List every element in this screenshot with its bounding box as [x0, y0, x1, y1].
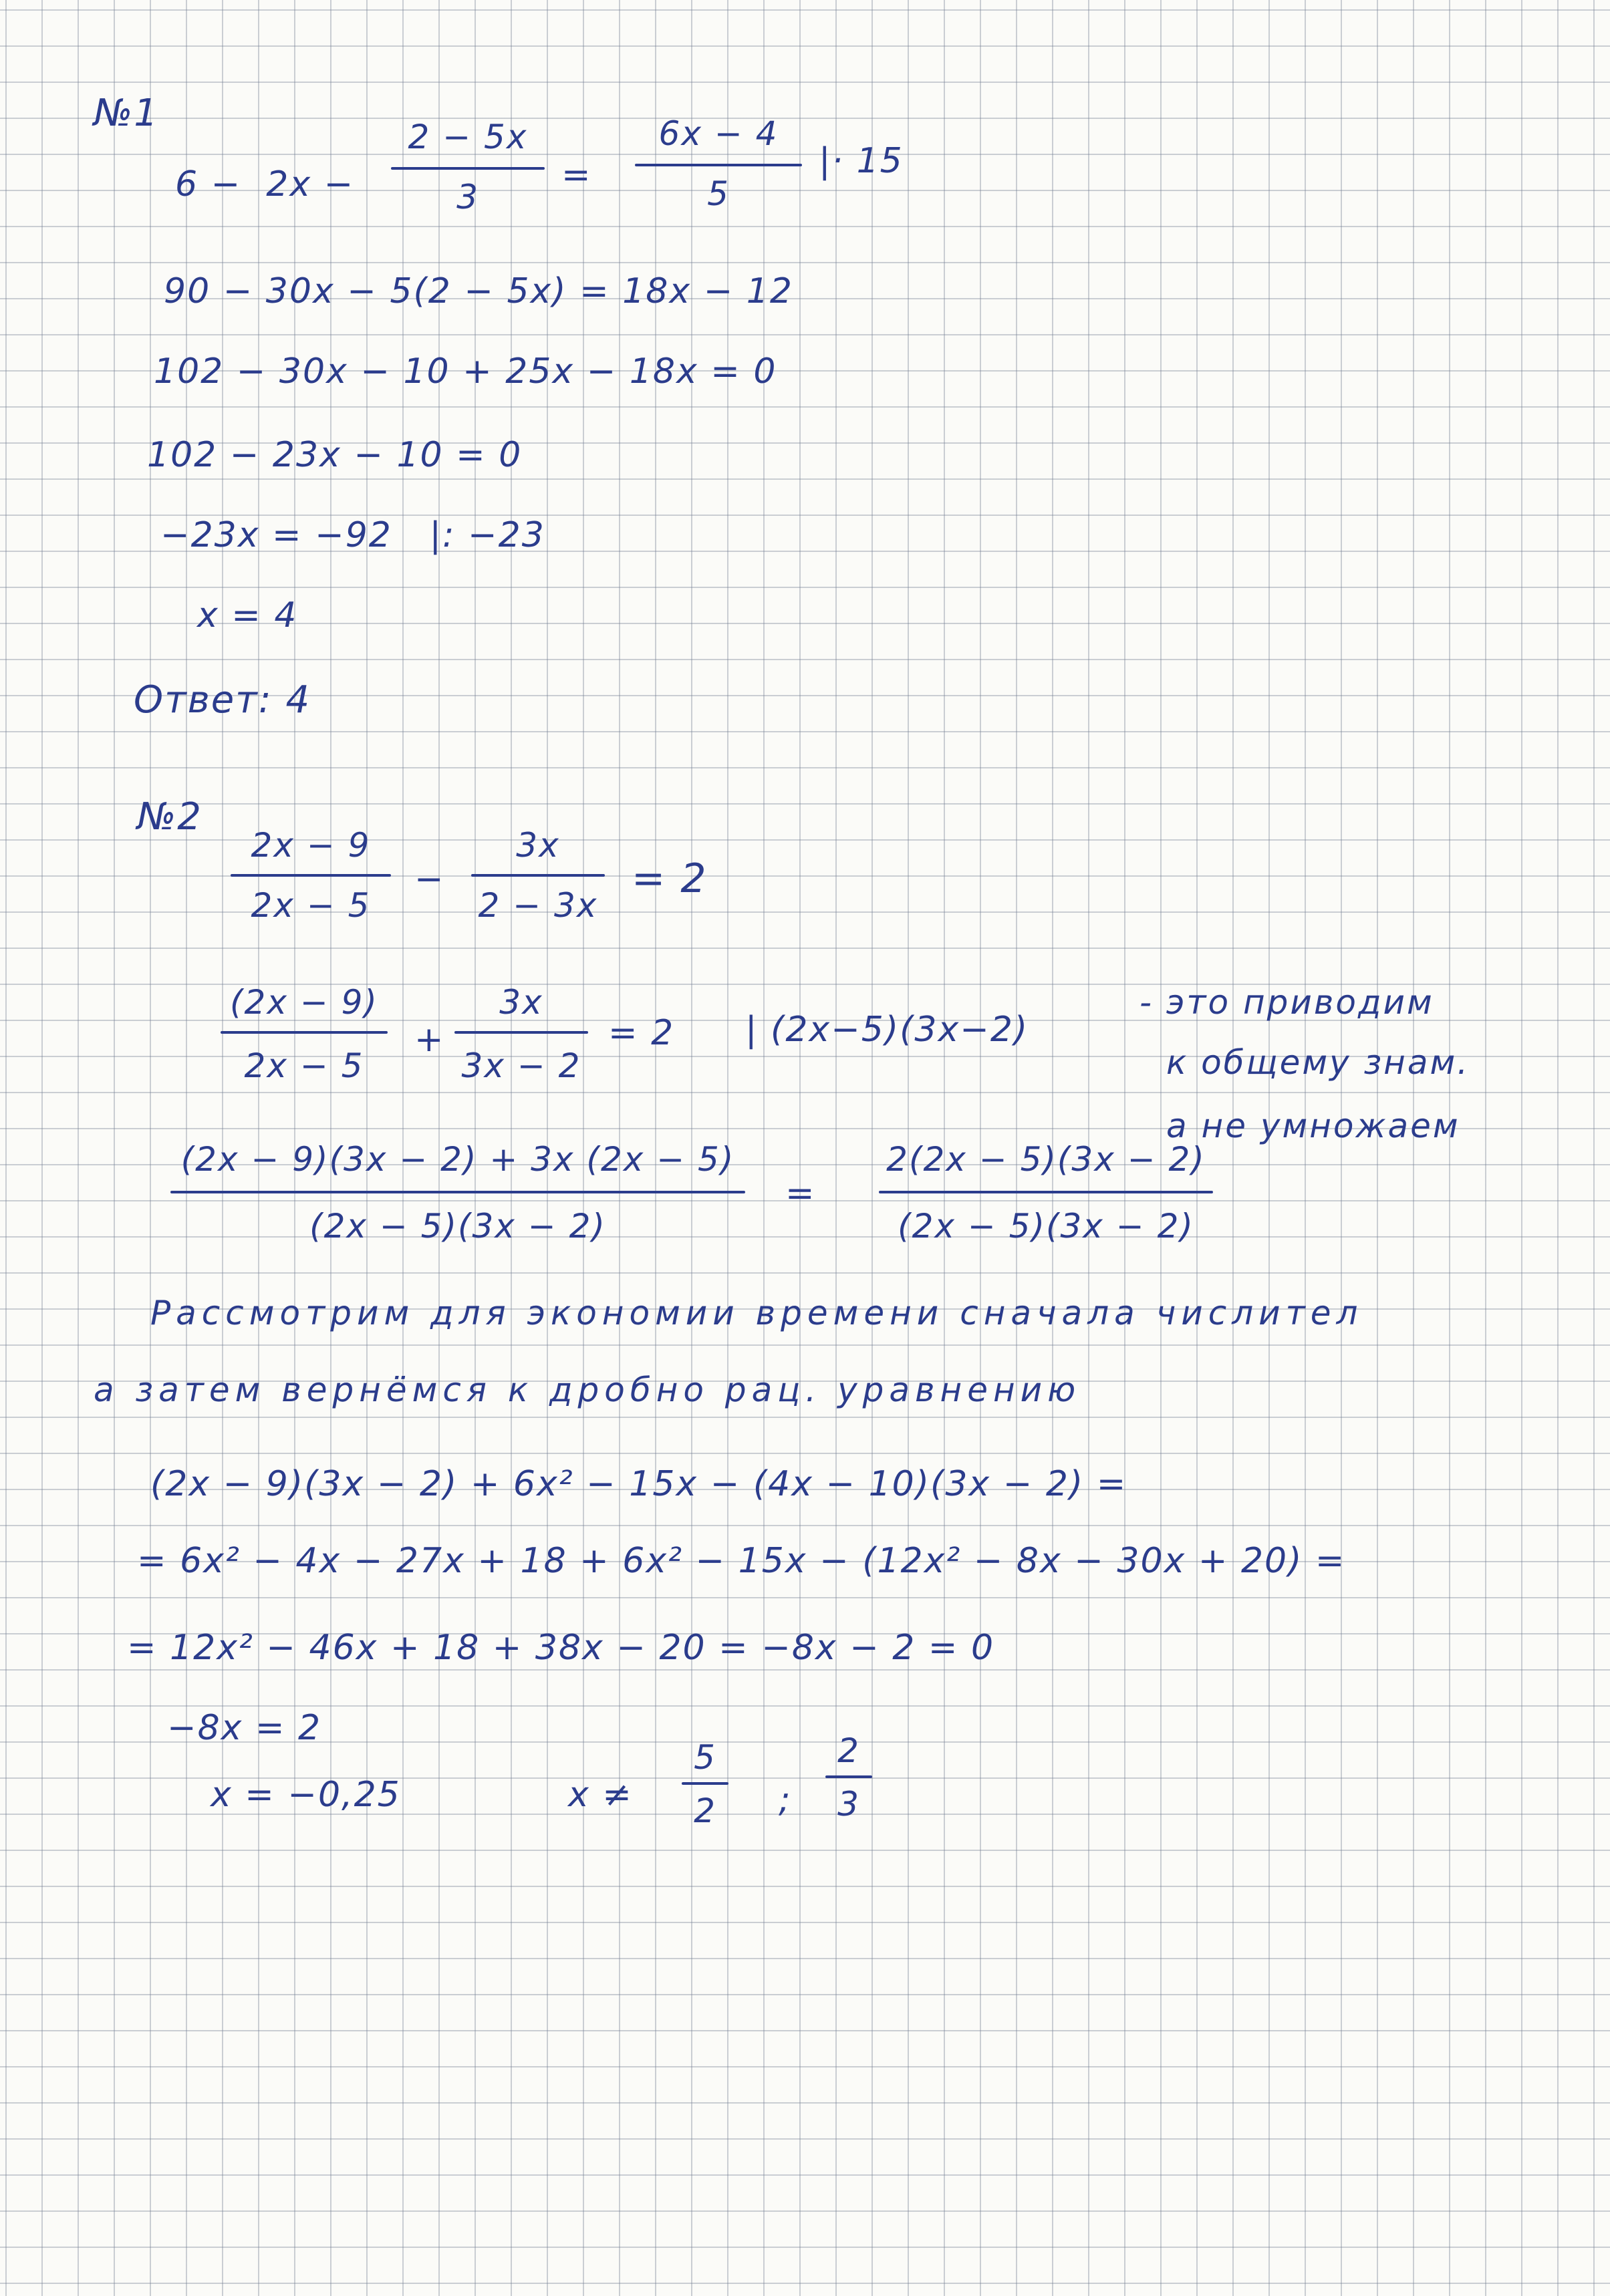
fraction-bar [231, 874, 391, 877]
fraction-numerator: 3x [499, 983, 543, 1022]
problem2-work-line-4: −8x = 2 [167, 1708, 322, 1748]
problem2-restriction-fraction-1 [682, 1738, 728, 1841]
problem2-eq1-fraction-2 [471, 826, 605, 929]
problem2-eq2-fraction-2 [454, 983, 588, 1086]
problem1-step-5: x = 4 [197, 595, 298, 635]
problem2-restriction-fraction-2 [825, 1731, 872, 1834]
problem2-text-line-1: Рассмотрим для экономии времени сначала числител [150, 1294, 1363, 1332]
fraction-denominator: (2x − 5)(3x − 2) [309, 1207, 606, 1246]
problem1-fraction-2 [635, 114, 802, 217]
fraction-denominator: 2 − 3x [478, 886, 598, 925]
fraction-denominator: 5 [707, 174, 730, 213]
problem1-equation-left: 6 − 2x − [175, 164, 355, 204]
fraction-numerator: 6x − 4 [658, 114, 779, 153]
fraction-denominator: 2 [694, 1791, 716, 1830]
problem2-work-line-3: = 12x² − 46x + 18 + 38x − 20 = −8x − 2 = 0 [127, 1628, 995, 1668]
fraction-denominator: 2x − 5 [244, 1046, 364, 1085]
problem1-equals: = [561, 155, 592, 195]
problem2-eq3-fraction-1 [170, 1140, 745, 1256]
problem2-text-line-2: а затем вернёмся к дробно рац. уравнению [94, 1371, 1081, 1409]
problem2-restriction-prefix: x ≠ [568, 1775, 633, 1815]
problem2-restriction-separator: ; [779, 1780, 792, 1820]
fraction-bar [471, 874, 605, 877]
problem2-side-note-line-2: к общему знам. [1166, 1043, 1470, 1082]
fraction-bar [391, 167, 545, 170]
fraction-numerator: 2 − 5x [408, 118, 528, 156]
problem1-step-3: 102 − 23x − 10 = 0 [147, 435, 523, 475]
problem1-step-2: 102 − 30x − 10 + 25x − 18x = 0 [154, 351, 777, 392]
problem2-eq3-fraction-2 [879, 1140, 1213, 1256]
fraction-numerator: 2 [837, 1731, 860, 1770]
problem2-side-note-line-1: - это приводим [1139, 983, 1434, 1022]
problem2-result: x = −0,25 [211, 1775, 401, 1815]
fraction-denominator: 3 [837, 1785, 860, 1824]
fraction-bar [454, 1031, 588, 1034]
fraction-bar [221, 1031, 388, 1034]
problem2-work-line-2: = 6x² − 4x − 27x + 18 + 6x² − 15x − (12x² − 8x − 30x + 20) = [137, 1541, 1346, 1581]
problem2-eq2-rhs: = 2 [608, 1013, 675, 1053]
fraction-numerator: (2x − 9) [230, 983, 378, 1022]
fraction-numerator: (2x − 9)(3x − 2) + 3x (2x − 5) [180, 1140, 735, 1179]
problem2-eq1-rhs: = 2 [632, 855, 708, 902]
fraction-bar [170, 1191, 745, 1193]
fraction-numerator: 2(2x − 5)(3x − 2) [886, 1140, 1206, 1179]
problem1-answer: Ответ: 4 [134, 678, 311, 722]
fraction-denominator: (2x − 5)(3x − 2) [898, 1207, 1194, 1246]
problem2-eq1-operator: − [414, 859, 445, 899]
problem1-label: №1 [94, 92, 159, 135]
fraction-denominator: 3 [456, 178, 479, 217]
problem1-step-4: −23x = −92 |: −23 [160, 515, 545, 555]
problem2-eq1-fraction-1 [231, 826, 391, 929]
problem2-label: №2 [137, 795, 203, 839]
problem1-multiplier: |· 15 [819, 141, 904, 181]
problem2-eq2-operator: + [414, 1020, 445, 1060]
problem2-work-line-1: (2x − 9)(3x − 2) + 6x² − 15x − (4x − 10)(3x − 2) = [150, 1464, 1127, 1504]
problem2-eq3-equals: = [785, 1173, 816, 1213]
problem2-eq2-multiplier: | (2x−5)(3x−2) [745, 1010, 1029, 1050]
problem1-fraction-1 [391, 120, 545, 221]
fraction-numerator: 3x [516, 826, 560, 865]
fraction-bar [682, 1782, 728, 1785]
fraction-numerator: 2x − 9 [251, 826, 371, 865]
fraction-bar [635, 164, 802, 166]
problem2-side-note-line-3: а не умножаем [1166, 1107, 1460, 1145]
fraction-numerator: 5 [694, 1738, 716, 1777]
fraction-denominator: 3x − 2 [461, 1046, 581, 1085]
fraction-denominator: 2x − 5 [251, 886, 371, 925]
fraction-bar [879, 1191, 1213, 1193]
fraction-bar [825, 1775, 872, 1778]
problem1-step-1: 90 − 30x − 5(2 − 5x) = 18x − 12 [164, 271, 793, 311]
problem2-eq2-fraction-1 [221, 983, 388, 1086]
